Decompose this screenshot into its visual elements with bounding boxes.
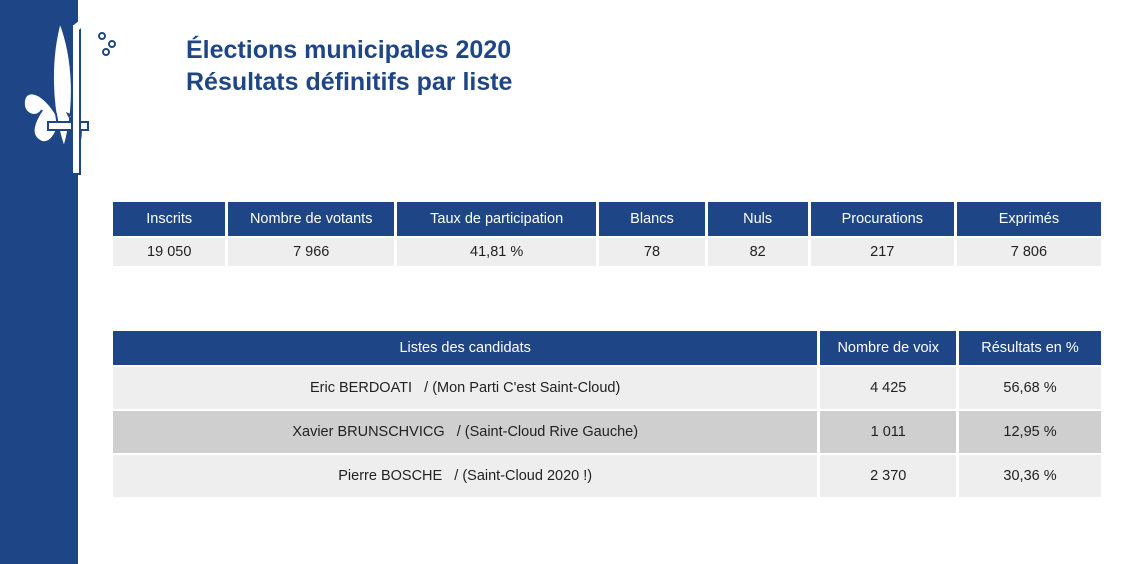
header-inscrits: Inscrits [113, 202, 225, 236]
candidate-percent: 12,95 % [959, 411, 1101, 453]
candidates-table [110, 329, 1104, 499]
candidate-percent: 56,68 % [959, 367, 1101, 409]
header-blancs: Blancs [599, 202, 704, 236]
value-votants: 7 966 [228, 238, 394, 266]
title-line-1: Élections municipales 2020 [186, 36, 512, 64]
value-procurations: 217 [811, 238, 954, 266]
value-inscrits: 19 050 [113, 238, 225, 266]
summary-header-row [113, 202, 1101, 236]
page-title [186, 34, 512, 98]
candidate-percent: 30,36 % [959, 455, 1101, 497]
title-line-2: Résultats définitifs par liste [186, 68, 513, 96]
header-resultats: Résultats en % [959, 331, 1101, 365]
table-row [113, 367, 1101, 409]
header-listes: Listes des candidats [113, 331, 817, 365]
candidates-header-row [113, 331, 1101, 365]
candidate-votes: 1 011 [820, 411, 956, 453]
value-blancs: 78 [599, 238, 704, 266]
header-procurations: Procurations [811, 202, 954, 236]
value-participation: 41,81 % [397, 238, 596, 266]
candidate-name: Xavier BRUNSCHVICG / (Saint-Cloud Rive Gauche) [113, 411, 817, 453]
summary-table [110, 200, 1104, 268]
table-row [113, 411, 1101, 453]
header-exprimes: Exprimés [957, 202, 1101, 236]
fleur-de-lis-icon [20, 18, 140, 182]
header-voix: Nombre de voix [820, 331, 956, 365]
header-votants: Nombre de votants [228, 202, 394, 236]
candidate-votes: 4 425 [820, 367, 956, 409]
header-nuls: Nuls [708, 202, 808, 236]
value-exprimes: 7 806 [957, 238, 1101, 266]
candidate-votes: 2 370 [820, 455, 956, 497]
summary-values-row [113, 238, 1101, 266]
table-row [113, 455, 1101, 497]
value-nuls: 82 [708, 238, 808, 266]
candidate-name: Eric BERDOATI / (Mon Parti C'est Saint-Cloud) [113, 367, 817, 409]
header-participation: Taux de participation [397, 202, 596, 236]
candidate-name: Pierre BOSCHE / (Saint-Cloud 2020 !) [113, 455, 817, 497]
